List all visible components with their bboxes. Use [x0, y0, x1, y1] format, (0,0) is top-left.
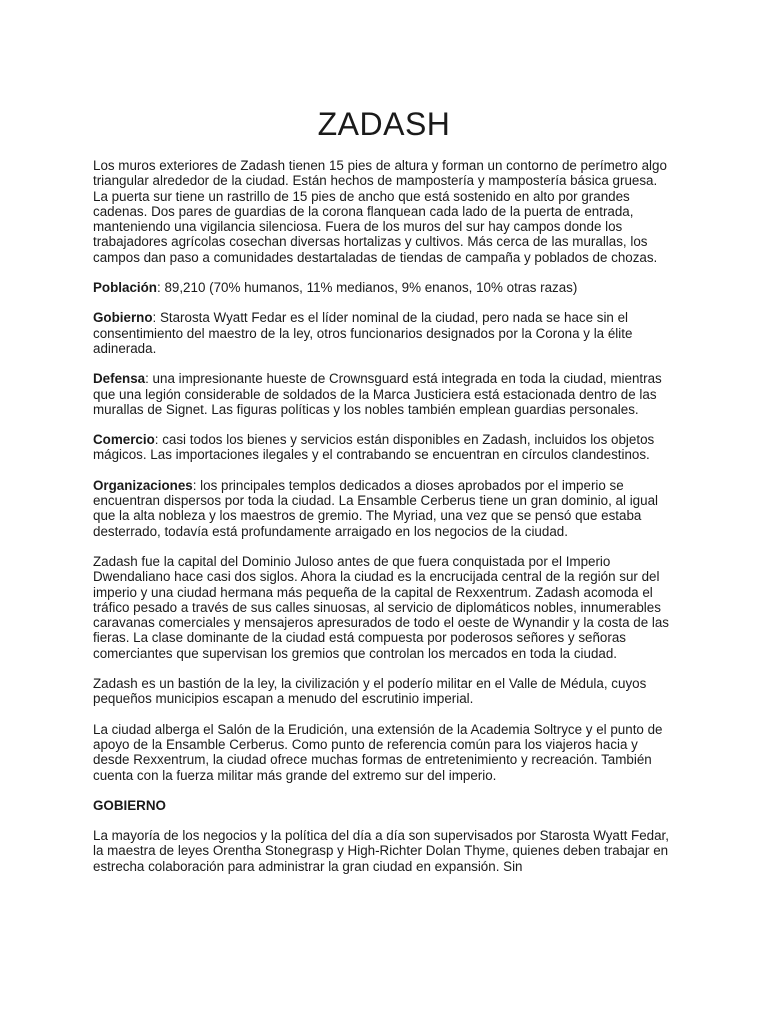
organizaciones-entry: [93, 478, 675, 539]
organizaciones-label: Organizaciones: [93, 477, 193, 493]
page-title: ZADASH: [317, 106, 451, 142]
poblacion-text: : 89,210 (70% humanos, 11% medianos, 9% enanos, 10% otras razas): [157, 280, 578, 296]
defensa-entry: [93, 371, 675, 417]
defensa-label: Defensa: [93, 371, 146, 387]
comercio-entry: [93, 432, 675, 463]
poblacion-label: Población: [93, 280, 157, 296]
document-page: [93, 104, 675, 889]
comercio-label: Comercio: [93, 432, 155, 448]
defensa-text: : una impresionante hueste de Crownsguard está integrada en toda la ciudad, mientras que una legión considerable de soldados de la Marca Justiciera está estacionada dentro de las murallas de Signet. Las figuras políticas y los nobles también emplean guardias personales.: [93, 371, 662, 417]
erudition-paragraph: La ciudad alberga el Salón de la Erudición, una extensión de la Academia Soltryce y el punto de apoyo de la Ensamble Cerberus. Como punto de referencia común para los viajeros hacia y desde Rexxentrum, la ciudad ofrece muchas formas de entretenimiento y recreación. También cuenta con la fuerza militar más grande del extremo sur del imperio.: [93, 721, 663, 783]
bastion-paragraph: Zadash es un bastión de la ley, la civilización y el poderío militar en el Valle de Médula, cuyos pequeños municipios escapan a menudo del escrutinio imperial.: [93, 676, 647, 707]
organizaciones-text: : los principales templos dedicados a dioses aprobados por el imperio se encuentran dispersos por toda la ciudad. La Ensamble Cerberus tiene un gran dominio, al igual que la alta nobleza y los maestros de gremio. The Myriad, una vez que se pensó que estaba desterrado, todavía está profundamente arraigado en los negocios de la ciudad.: [93, 477, 658, 539]
poblacion-entry: [93, 280, 675, 295]
gobierno-text: : Starosta Wyatt Fedar es el líder nominal de la ciudad, pero nada se hace sin el consentimiento del maestro de la ley, otros funcionarios designados por la Corona y la élite adinerada.: [93, 310, 633, 356]
comercio-text: : casi todos los bienes y servicios están disponibles en Zadash, incluidos los objetos mágicos. Las importaciones ilegales y el contrabando se encuentran en círculos clandestinos.: [93, 432, 655, 463]
gobierno-entry: [93, 310, 675, 356]
gobierno-section-heading: GOBIERNO: [93, 797, 166, 813]
intro-paragraph: Los muros exteriores de Zadash tienen 15 pies de altura y forman un contorno de perímetro algo triangular alrededor de la ciudad. Están hechos de mampostería y mampostería básica gruesa. La puerta sur tiene un rastrillo de 15 pies de ancho que está sostenido en alto por grandes cadenas. Dos pares de guardias de la corona flanquean cada lado de la puerta de entrada, manteniendo una vigilancia silenciosa. Fuera de los muros del sur hay campos donde los trabajadores agrícolas cosechan diversas hortalizas y cultivos. Más cerca de las murallas, los campos dan paso a comunidades destartaladas de tiendas de campaña y poblados de chozas.: [93, 158, 667, 265]
gobierno-section-paragraph: La mayoría de los negocios y la política del día a día son supervisados por Starosta Wyatt Fedar, la maestra de leyes Orentha Stonegrasp y High-Richter Dolan Thyme, quienes deben trabajar en estrecha colaboración para administrar la gran ciudad en expansión. Sin: [93, 828, 669, 874]
gobierno-label: Gobierno: [93, 310, 153, 326]
history-paragraph: Zadash fue la capital del Dominio Juloso antes de que fuera conquistada por el Imperio Dwendaliano hace casi dos siglos. Ahora la ciudad es la encrucijada central de la región sur del imperio y una ciudad hermana más pequeña de la capital de Rexxentrum. Zadash acomoda el tráfico pesado a través de sus calles sinuosas, al servicio de diplomáticos nobles, innumerables caravanas comerciales y mensajeros apresurados de todo el oeste de Wynandir y la costa de las fieras. La clase dominante de la ciudad está compuesta por poderosos señores y señoras comerciantes que supervisan los gremios que controlan los mercados en toda la ciudad.: [93, 553, 669, 661]
